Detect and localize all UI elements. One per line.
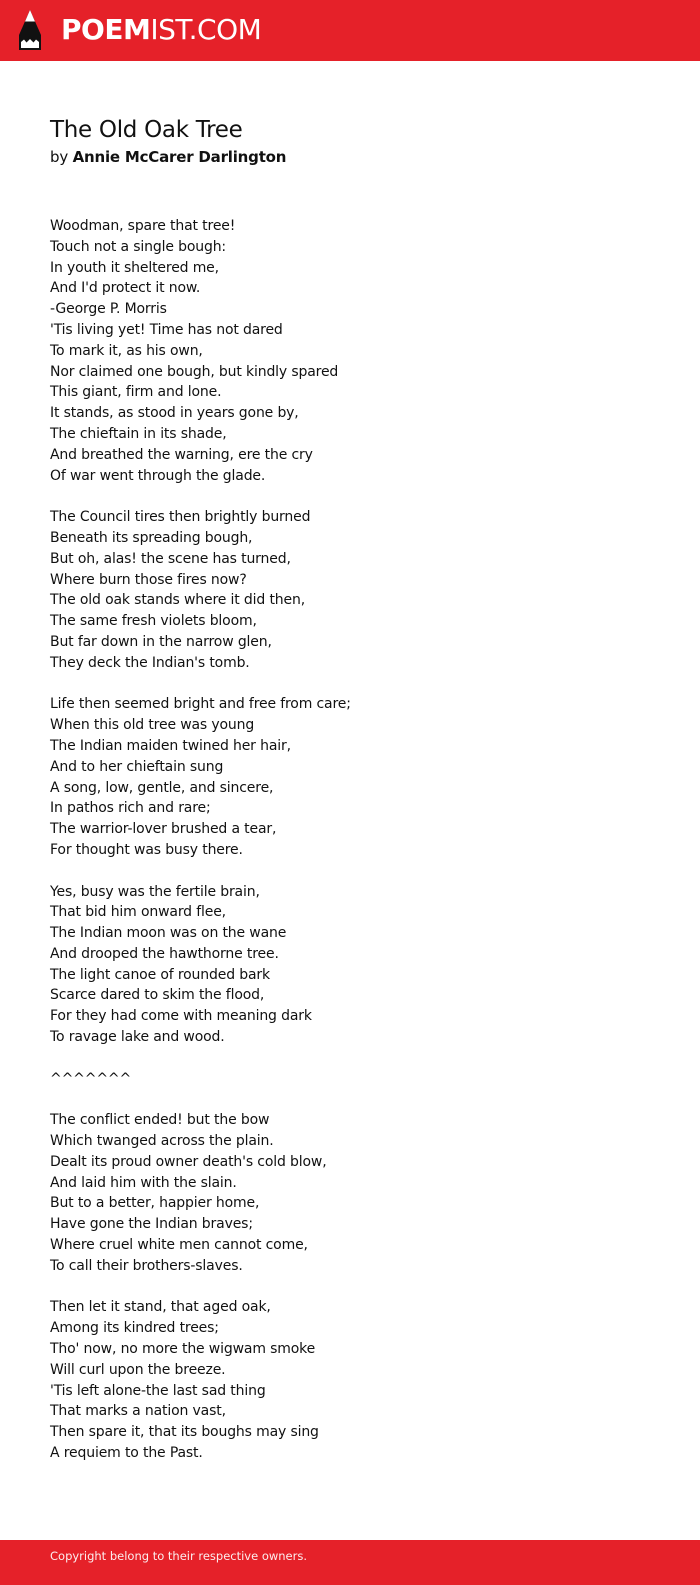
poem-line: The Council tires then brightly burned [50,509,311,526]
byline [50,147,286,167]
site-logo[interactable] [61,12,261,48]
poem-line: Yes, busy was the fertile brain, [50,883,260,900]
poem-line: Then spare it, that its boughs may sing [50,1424,319,1441]
poem-line: Touch not a single bough: [50,238,226,255]
poem-stanza [50,882,351,1048]
poem-line: To call their brothers-slaves. [50,1257,243,1274]
poem-line: And breathed the warning, ere the cry [50,446,313,463]
poem-stanza [50,1110,351,1276]
poem-line: Beneath its spreading bough, [50,529,253,546]
poem-line: The Indian maiden twined her hair, [50,737,291,754]
poem-line: Will curl upon the breeze. [50,1361,226,1378]
poem-line: The conflict ended! but the bow [50,1112,270,1129]
logo-light-text: IST.COM [150,13,262,46]
site-header [0,0,700,61]
poem-line: The chieftain in its shade, [50,425,227,442]
poem-line: Life then seemed bright and free from care; [50,696,351,713]
poem-line: Have gone the Indian braves; [50,1216,253,1233]
author-name: Annie McCarer Darlington [72,148,287,166]
poem-line: 'Tis living yet! Time has not dared [50,321,283,338]
poem-line: The warrior-lover brushed a tear, [50,821,277,838]
poem-line: Tho' now, no more the wigwam smoke [50,1341,316,1358]
poem-line: Then let it stand, that aged oak, [50,1299,271,1316]
poem-line: That bid him onward flee, [50,904,226,921]
poem-line: Among its kindred trees; [50,1320,219,1337]
poem-line: A requiem to the Past. [50,1445,203,1462]
poem-line: And I'd protect it now. [50,280,201,297]
poem-stanza [50,1297,351,1463]
poem-line: For thought was busy there. [50,841,243,858]
poem-line: When this old tree was young [50,717,255,734]
poem-line: Woodman, spare that tree! [50,218,236,234]
site-footer [0,1540,700,1585]
poem-line: But oh, alas! the scene has turned, [50,550,291,567]
copyright-notice: Copyright belong to their respective owners. [50,1549,308,1563]
poem-line: Where cruel white men cannot come, [50,1237,308,1254]
pencil-tip-icon[interactable] [18,9,42,51]
poem-line: A song, low, gentle, and sincere, [50,779,274,796]
poem-line: And laid him with the slain. [50,1174,237,1191]
poem-line: In youth it sheltered me, [50,259,219,276]
poem-line: They deck the Indian's tomb. [50,654,250,671]
poem-stanza [50,216,351,486]
poem-line: The old oak stands where it did then, [50,592,305,609]
poem-line: Scarce dared to skim the flood, [50,987,265,1004]
logo-bold-text: POEM [61,13,151,46]
poem-line: Of war went through the glade. [50,467,266,484]
poem-line: For they had come with meaning dark [50,1008,312,1025]
poem-line: This giant, firm and lone. [50,384,222,401]
poem-line: But far down in the narrow glen, [50,633,272,650]
poem-line: The same fresh violets bloom, [50,613,257,630]
poem-line: ^^^^^^^ [50,1070,132,1087]
poem-line: Where burn those fires now? [50,571,247,588]
poem-line: But to a better, happier home, [50,1195,260,1212]
poem-line: Nor claimed one bough, but kindly spared [50,363,339,380]
poem-stanza [50,694,351,860]
by-label: by [50,148,68,166]
poem-line: And drooped the hawthorne tree. [50,945,279,962]
poem-body [50,216,351,1464]
poem-line: And to her chieftain sung [50,758,224,775]
poem-line: That marks a nation vast, [50,1403,226,1420]
poem-line: In pathos rich and rare; [50,800,211,817]
poem-line: It stands, as stood in years gone by, [50,405,299,422]
poem-line: The Indian moon was on the wane [50,925,287,942]
poem-stanza [50,507,351,673]
poem-line: Which twanged across the plain. [50,1133,274,1150]
poem-line: To mark it, as his own, [50,342,203,359]
poem-line: -George P. Morris [50,301,167,318]
poem-title: The Old Oak Tree [50,117,243,143]
poem-line: To ravage lake and wood. [50,1029,225,1046]
poem-line: The light canoe of rounded bark [50,966,270,983]
poem-line: 'Tis left alone-the last sad thing [50,1382,266,1399]
poem-stanza [50,1069,351,1090]
poem-line: Dealt its proud owner death's cold blow, [50,1153,327,1170]
